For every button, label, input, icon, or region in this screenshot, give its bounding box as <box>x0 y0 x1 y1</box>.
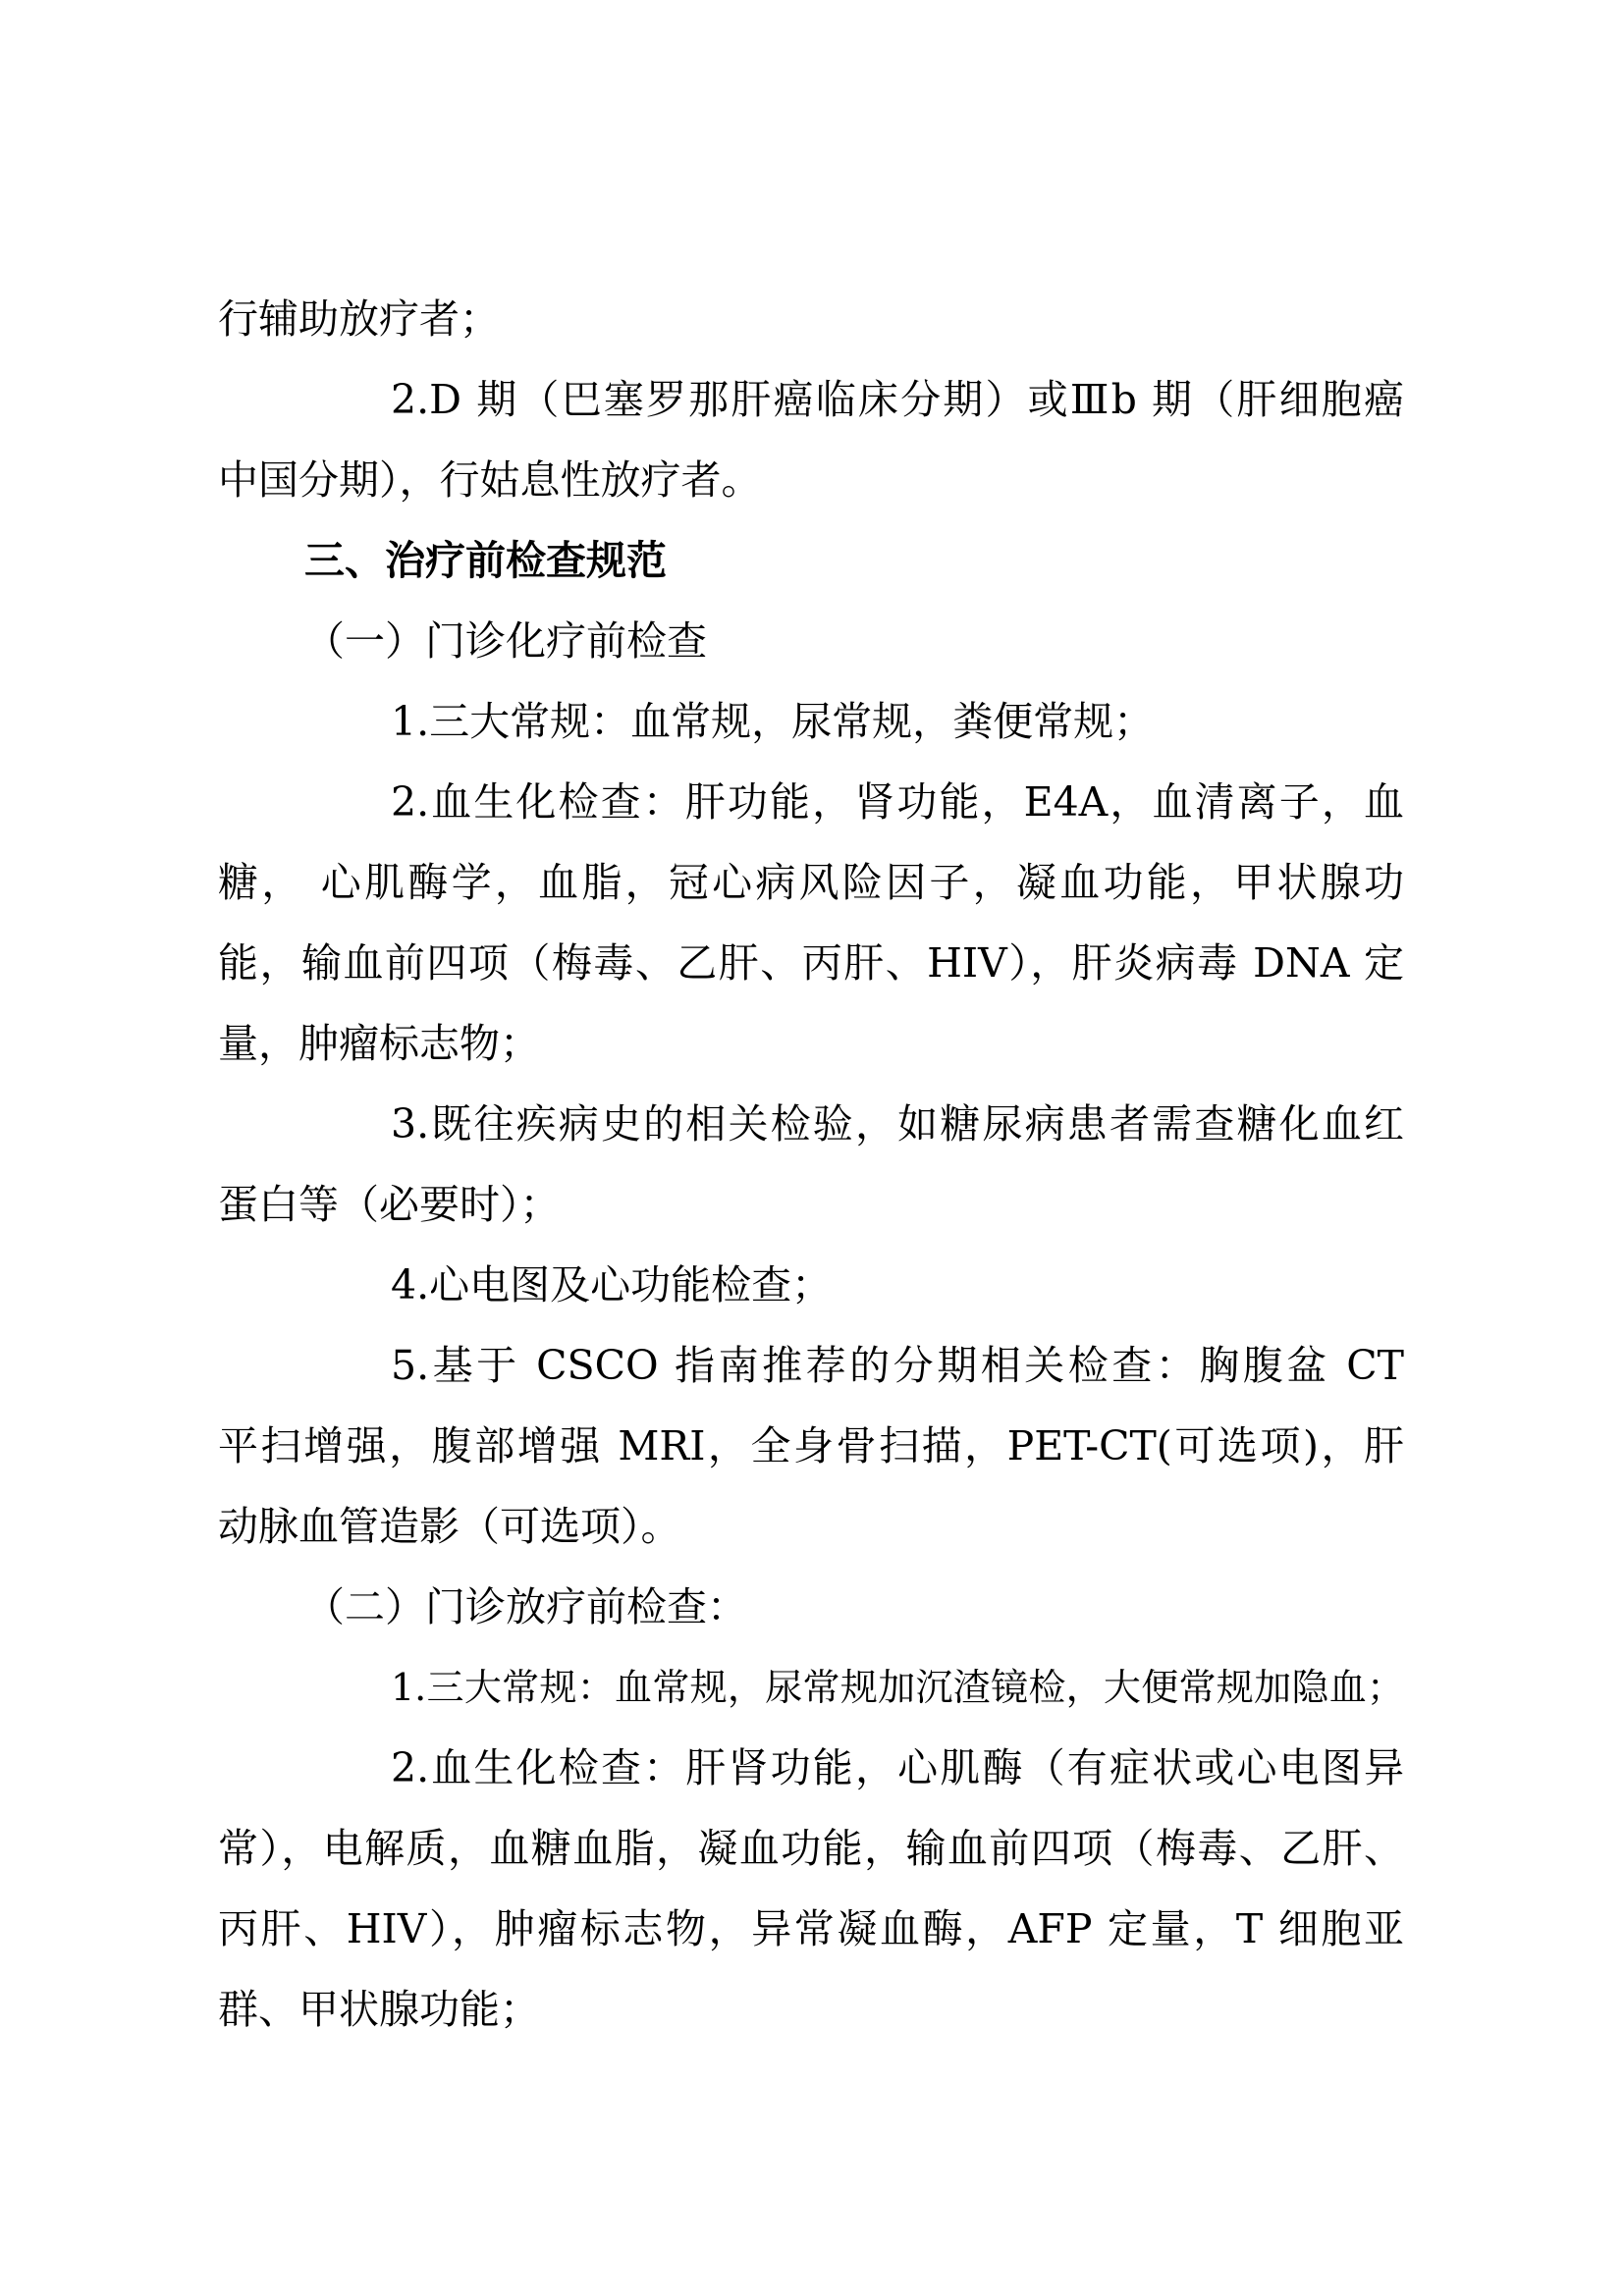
text-line: 中国分期），行姑息性放疗者。 <box>218 456 762 504</box>
text-line: 4.心电图及心功能检查； <box>391 1261 833 1308</box>
text-line: 3.既往疾病史的相关检验，如糖尿病患者需查糖化血红 <box>391 1100 1404 1148</box>
text-line: 群、甲状腺功能； <box>218 1986 540 2033</box>
text-line: 行辅助放疗者； <box>218 295 500 343</box>
text-line: 能，输血前四项（梅毒、乙肝、丙肝、HIV），肝炎病毒 DNA 定 <box>218 939 1404 987</box>
text-line: 2.D 期（巴塞罗那肝癌临床分期）或Ⅲb 期（肝细胞癌 <box>391 376 1404 423</box>
text-line: 糖， 心肌酶学，血脂，冠心病风险因子，凝血功能，甲状腺功 <box>218 859 1404 906</box>
text-line: 2.血生化检查：肝功能，肾功能，E4A，血清离子，血 <box>391 778 1404 826</box>
text-line: 量，肿瘤标志物； <box>218 1020 540 1067</box>
text-line: 丙肝、HIV），肿瘤标志物，异常凝血酶，AFP 定量，T 细胞亚 <box>218 1905 1404 1952</box>
section-heading: 三、治疗前检查规范 <box>304 537 667 584</box>
text-line: 平扫增强，腹部增强 MRI，全身骨扫描，PET-CT(可选项)，肝 <box>218 1422 1404 1469</box>
text-line: 2.血生化检查：肝肾功能，心肌酶（有症状或心电图异 <box>391 1744 1404 1791</box>
text-line: 常），电解质，血糖血脂，凝血功能，输血前四项（梅毒、乙肝、 <box>218 1825 1404 1872</box>
text-line: 1.三大常规：血常规，尿常规，粪便常规； <box>391 698 1155 745</box>
text-line: 蛋白等（必要时）； <box>218 1181 561 1228</box>
text-line: 动脉血管造影（可选项）。 <box>218 1503 681 1550</box>
subsection-heading: （一）门诊化疗前检查 <box>304 617 707 665</box>
subsection-heading: （二）门诊放疗前检查： <box>304 1583 747 1630</box>
text-line: 5.基于 CSCO 指南推荐的分期相关检查：胸腹盆 CT <box>391 1342 1404 1389</box>
text-line: 1.三大常规：血常规，尿常规加沉渣镜检，大便常规加隐血； <box>391 1666 1404 1709</box>
